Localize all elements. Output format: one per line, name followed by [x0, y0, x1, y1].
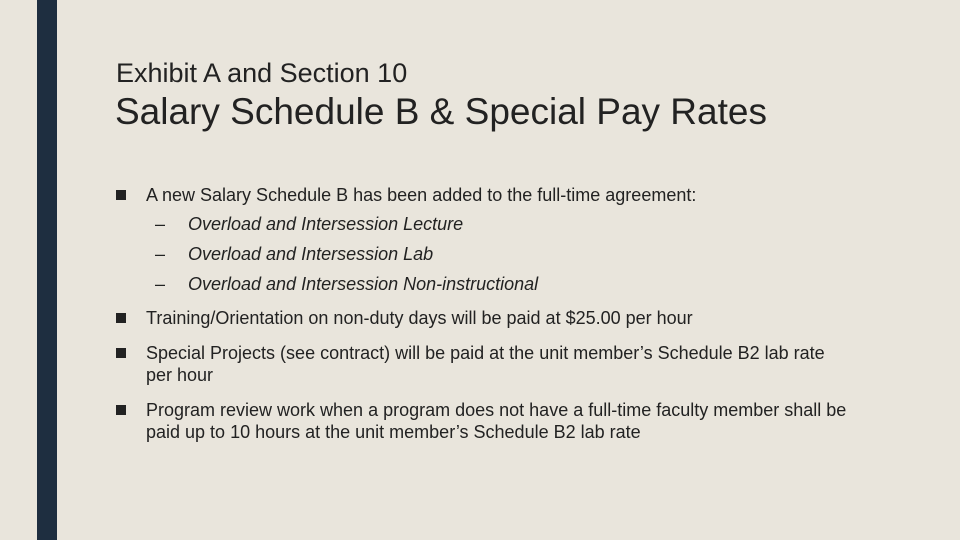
dash-bullet-icon: –: [155, 274, 166, 294]
sub-bullet-text: Overload and Intersession Non-instructional: [188, 274, 539, 294]
bullet-text: Special Projects (see contract) will be paid at the unit member’s Schedule B2 lab rate per hour: [146, 343, 825, 385]
bullet-item: [116, 184, 896, 206]
bullet-text: Program review work when a program does not have a full-time faculty member shall be paid up to 10 hours at the unit member’s Schedule B2 lab rate: [146, 400, 847, 442]
accent-side-bar: [37, 0, 57, 540]
sub-bullet-text: Overload and Intersession Lecture: [188, 214, 464, 234]
square-bullet-icon: [116, 190, 126, 200]
bullet-text: Training/Orientation on non-duty days will be paid at $25.00 per hour: [146, 308, 693, 328]
slide-subtitle: Exhibit A and Section 10: [116, 58, 408, 88]
sub-bullet-item: [155, 273, 538, 295]
bullet-item: [116, 399, 861, 443]
dash-bullet-icon: –: [155, 244, 166, 264]
bullet-item: [116, 342, 836, 386]
square-bullet-icon: [116, 348, 126, 358]
sub-bullet-item: [155, 213, 463, 235]
square-bullet-icon: [116, 313, 126, 323]
sub-bullet-item: [155, 243, 433, 265]
dash-bullet-icon: –: [155, 214, 166, 234]
square-bullet-icon: [116, 405, 126, 415]
bullet-item: [116, 307, 896, 329]
slide-title: Salary Schedule B & Special Pay Rates: [115, 91, 767, 132]
bullet-text: A new Salary Schedule B has been added to the full-time agreement:: [146, 185, 697, 205]
sub-bullet-text: Overload and Intersession Lab: [188, 244, 434, 264]
